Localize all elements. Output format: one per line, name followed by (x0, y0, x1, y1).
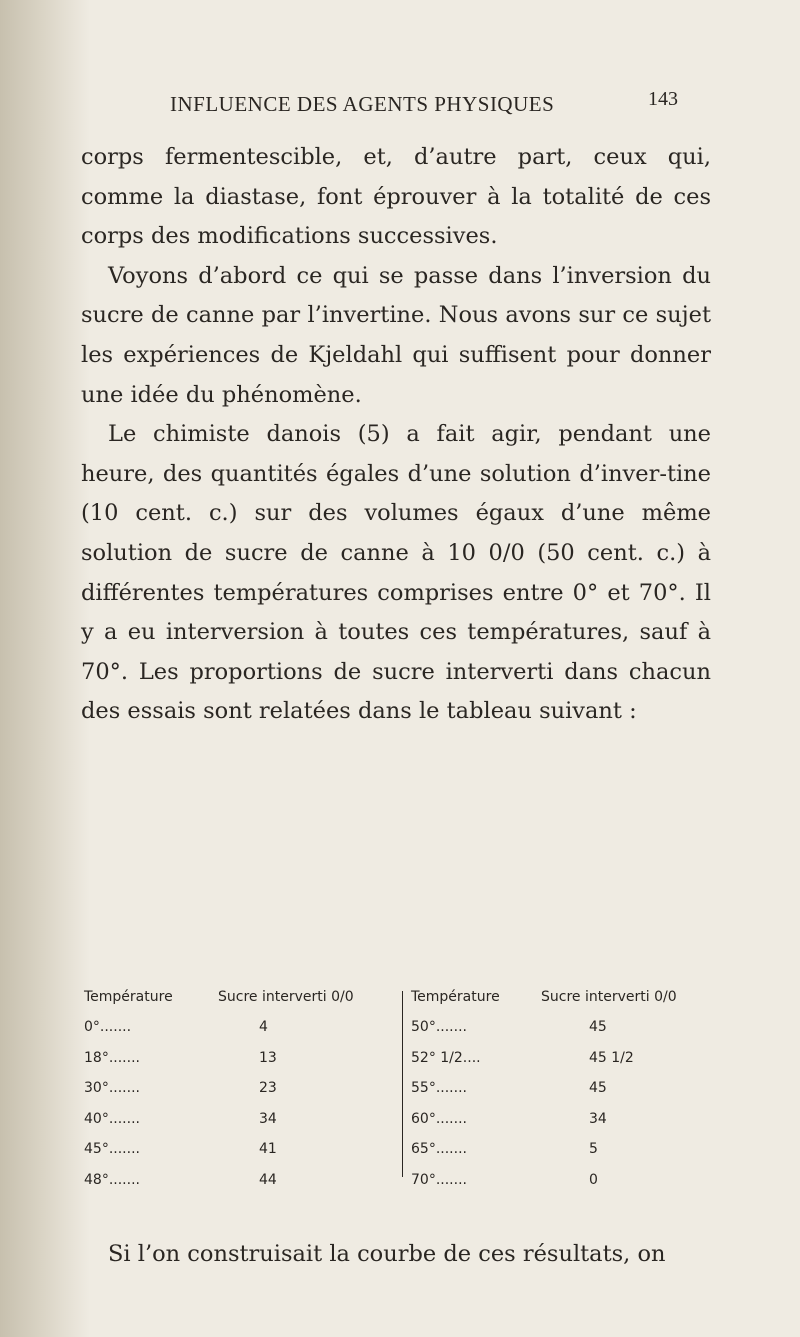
header-sucre-interverti: Sucre interverti 0/0 (541, 989, 677, 1005)
value-cell: 45 (589, 1019, 607, 1035)
table-row (409, 1011, 719, 1042)
table-row (409, 1103, 719, 1134)
temp-cell: 30°....... (84, 1080, 140, 1096)
temp-cell: 70°....... (411, 1171, 467, 1188)
table-header (409, 989, 719, 1011)
table-row (81, 1164, 391, 1195)
paragraph-1: corps fermentescible, et, d’autre part, ceux qui, comme la diastase, font éprouver à la totalité de ces corps des modifications successives. (81, 144, 711, 250)
temp-cell: 40°....... (84, 1110, 140, 1127)
page-edge-shadow (0, 0, 90, 1337)
temp-cell: 55°....... (411, 1080, 467, 1096)
table-header (81, 989, 391, 1011)
temp-cell: 18°....... (84, 1049, 140, 1066)
value-cell: 41 (259, 1141, 277, 1157)
table-row (409, 1072, 719, 1103)
temp-cell: 45°....... (84, 1141, 140, 1157)
temp-cell: 65°....... (411, 1141, 467, 1157)
temp-cell: 50°....... (411, 1019, 467, 1035)
results-table (81, 989, 721, 1188)
value-cell: 0 (589, 1171, 598, 1188)
page-number: 143 (648, 88, 678, 110)
closing-text (81, 1234, 721, 1274)
header-temperature: Température (411, 989, 500, 1005)
value-cell: 34 (589, 1110, 607, 1127)
value-cell: 34 (259, 1110, 277, 1127)
table-row (81, 1042, 391, 1073)
temp-cell: 52° 1/2.... (411, 1049, 481, 1066)
table-row (409, 1164, 719, 1195)
running-title: INFLUENCE DES AGENTS PHYSIQUES (170, 92, 555, 116)
paragraph-3: Le chimiste danois (5) a fait agir, pendant une heure, des quantités égales d’une solution d’inver-tine (10 cent. c.) sur des volumes égaux d’une même solution de sucre de canne à 10 0/0 (50 cent. c.) à différentes températures comprises entre 0° et 70°. Il y a eu interversion à toutes ces températures, sauf à 70°. Les proportions de sucre interverti dans chacun des essais sont relatées dans le tableau suivant : (81, 421, 711, 725)
column-divider (402, 991, 403, 1177)
table-row (81, 1103, 391, 1134)
table-right-column (409, 989, 719, 1194)
paragraph-2: Voyons d’abord ce qui se passe dans l’inversion du sucre de canne par l’invertine. Nous avons sur ce sujet les expériences de Kjeldahl qui suffisent pour donner une idée du phénomène. (81, 262, 711, 408)
paragraph-closing: Si l’on construisait la courbe de ces résultats, on (108, 1241, 666, 1267)
value-cell: 45 (589, 1080, 607, 1096)
value-cell: 13 (259, 1049, 277, 1066)
header-sucre-interverti: Sucre interverti 0/0 (218, 989, 354, 1005)
temp-cell: 60°....... (411, 1110, 467, 1127)
value-cell: 23 (259, 1080, 277, 1096)
table-left-column (81, 989, 391, 1194)
value-cell: 45 1/2 (589, 1049, 634, 1066)
table-row (409, 1133, 719, 1164)
temp-cell: 48°....... (84, 1171, 140, 1188)
value-cell: 4 (259, 1019, 268, 1035)
table-row (81, 1133, 391, 1164)
body-text (81, 138, 711, 732)
temp-cell: 0°....... (84, 1019, 132, 1035)
table-row (81, 1011, 391, 1042)
table-row (409, 1042, 719, 1073)
value-cell: 44 (259, 1171, 277, 1188)
header-temperature: Température (84, 989, 173, 1005)
page-header (170, 88, 730, 122)
table-row (81, 1072, 391, 1103)
value-cell: 5 (589, 1141, 598, 1157)
